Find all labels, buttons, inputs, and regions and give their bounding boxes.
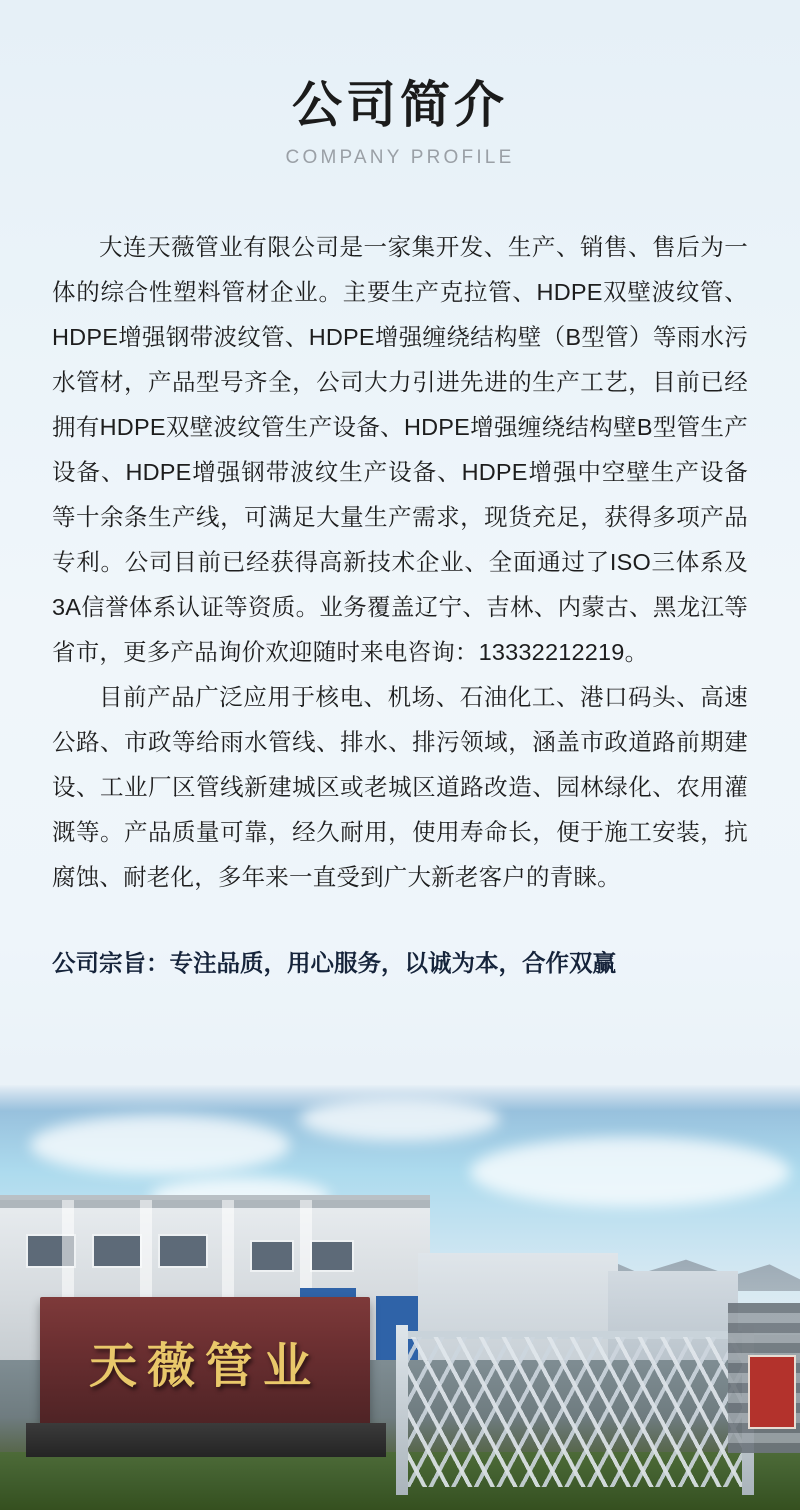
window [250, 1240, 294, 1272]
profile-paragraph-1: 大连天薇管业有限公司是一家集开发、生产、销售、售后为一体的综合性塑料管材企业。主要生产克拉管、HDPE双壁波纹管、HDPE增强钢带波纹管、HDPE增强缠绕结构壁（B型管）等雨水污水管材，产品型号齐全，公司大力引进先进的生产工艺，目前已经拥有HDPE双壁波纹管生产设备、HDPE增强缠绕结构壁B型管生产设备、HDPE增强钢带波纹生产设备、HDPE增强中空壁生产设备等十余条生产线，可满足大量生产需求，现货充足，获得多项产品专利。公司目前已经获得高新技术企业、全面通过了ISO三体系及3A信誉体系认证等资质。业务覆盖辽宁、吉林、内蒙古、黑龙江等省市，更多产品询价欢迎随时来电咨询：13332212219。 [52, 234, 748, 665]
company-stone-sign [40, 1297, 370, 1425]
company-sign-text: 天薇管业 [88, 1339, 321, 1393]
cloud-shape [30, 1115, 290, 1175]
photo-top-fade [0, 1085, 800, 1111]
window [92, 1234, 142, 1268]
retractable-gate [400, 1337, 750, 1487]
company-motto: 公司宗旨：专注品质，用心服务，以诚为本，合作双赢 [52, 950, 616, 976]
gate-post [396, 1325, 408, 1495]
cloud-shape [470, 1137, 790, 1207]
window [158, 1234, 208, 1268]
factory-gate-photo [0, 1085, 800, 1510]
page-title: 公司简介 [292, 77, 508, 133]
profile-paragraph-2: 目前产品广泛应用于核电、机场、石油化工、港口码头、高速公路、市政等给雨水管线、排水、排污领域，涵盖市政道路前期建设、工业厂区管线新建城区或老城区道路改造、园林绿化、农用灌溉等。产品质量可靠，经久耐用，使用寿命长，便于施工安装，抗腐蚀、耐老化，多年来一直受到广大新老客户的青睐。 [52, 684, 748, 890]
profile-body [52, 225, 748, 900]
red-notice-board [748, 1355, 796, 1429]
page-subtitle: COMPANY PROFILE [285, 147, 515, 168]
page-header [0, 0, 800, 169]
window [310, 1240, 354, 1272]
sign-base [26, 1423, 386, 1457]
